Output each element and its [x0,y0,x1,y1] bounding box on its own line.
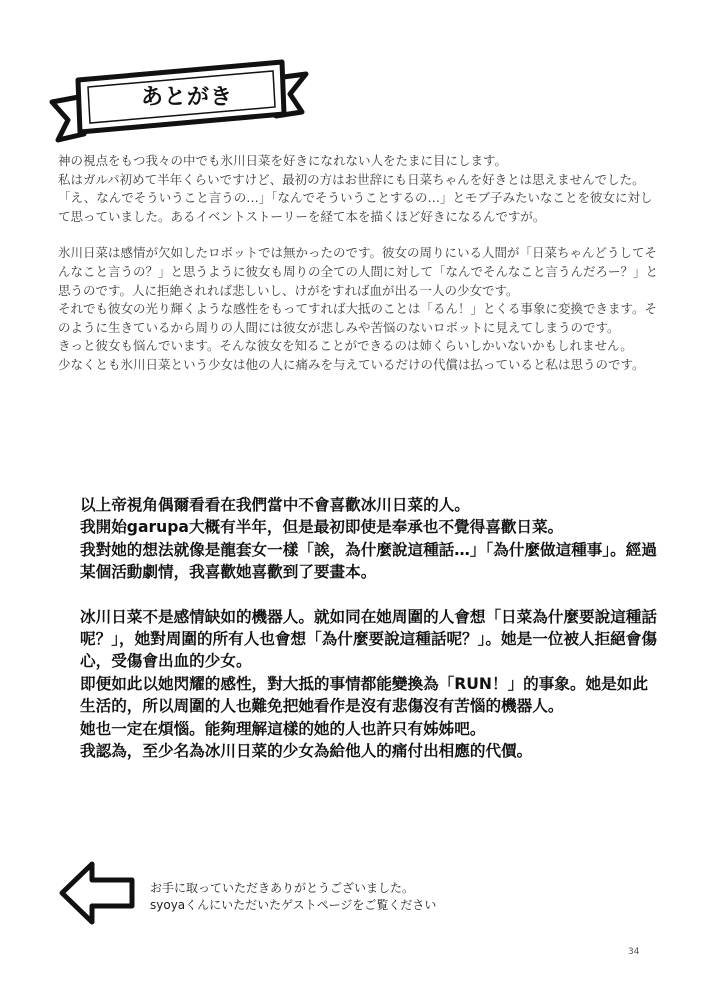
japanese-paragraph-2: 氷川日菜は感情が欠如したロボットでは無かったのです。彼女の周りにいる人間が「日菜ちゃんどうしてそんなこと言うの？」と思うように彼女も周りの全ての人間に対して「なんでそんなこと言うんだろー？」と思うのです。人に拒絶されれば悲しいし、けがをすれば血が出る一人の少女です。 それでも彼女の光り輝くような感性をもってすれば大抵のことは「るん！」とくる事象に変換できます。そのように生きているから周りの人間には彼女が悲しみや苦悩のないロボットに見えてしまうのです。 きっと彼女も悩んでいます。そんな彼女を知ることができるのは姉くらいしかいないかもしれません。 少なくとも氷川日菜という少女は他の人に痛みを与えているだけの代償は払っていると私は思うのです。 [58,245,659,372]
guest-page-line: syoyaくんにいただいたゲストページをご覧ください [150,898,437,912]
japanese-paragraph-1: 神の視点をもつ我々の中でも氷川日菜を好きになれない人をたまに目にします。 私はガルパ初めて半年くらいですけど、最初の方はお世辞にも日菜ちゃんを好きとは思えませんでした。「え、なんでそういうこと言うの…」「なんでそういうことするの…」とモブ子みたいなことを彼女に対して思っていました。あるイベントストーリーを経て本を描くほど好きになるんですが。 [58,153,653,224]
japanese-afterword-text [58,152,658,375]
thanks-line: お手に取っていただきありがとうございました。 [150,881,415,895]
closing-note [150,880,570,914]
afterword-title: あとがき [140,85,233,110]
chinese-paragraph-2: 冰川日菜不是感情缺如的機器人。就如同在她周圍的人會想「日菜為什麼要說這種話呢？」，她對周圍的所有人也會想「為什麼要說這種話呢？」。她是一位被人拒絕會傷心，受傷會出血的少女。 即便如此以她閃耀的感性，對大抵的事情都能變換為「RUN！」的事象。她是如此生活的，所以周圍的人也難免把她看作是沒有悲傷沒有苦惱的機器人。 她也一定在煩惱。能夠理解這樣的她的人也許只有姊姊吧。 我認為，至少名為冰川日菜的少女為給他人的痛付出相應的代價。 [80,607,657,761]
afterword-banner [44,44,314,144]
left-arrow-icon [58,858,138,928]
chinese-translation-text [80,494,660,762]
chinese-paragraph-1: 以上帝視角偶爾看看在我們當中不會喜歡冰川日菜的人。 我開始garupa大概有半年，但是最初即使是奉承也不覺得喜歡日菜。 我對她的想法就像是龍套女一樣「誒，為什麼說這種話…」「為什麼做這種事」。經過某個活動劇情，我喜歡她喜歡到了要畫本。 [80,496,657,582]
page-number: 34 [628,947,640,957]
